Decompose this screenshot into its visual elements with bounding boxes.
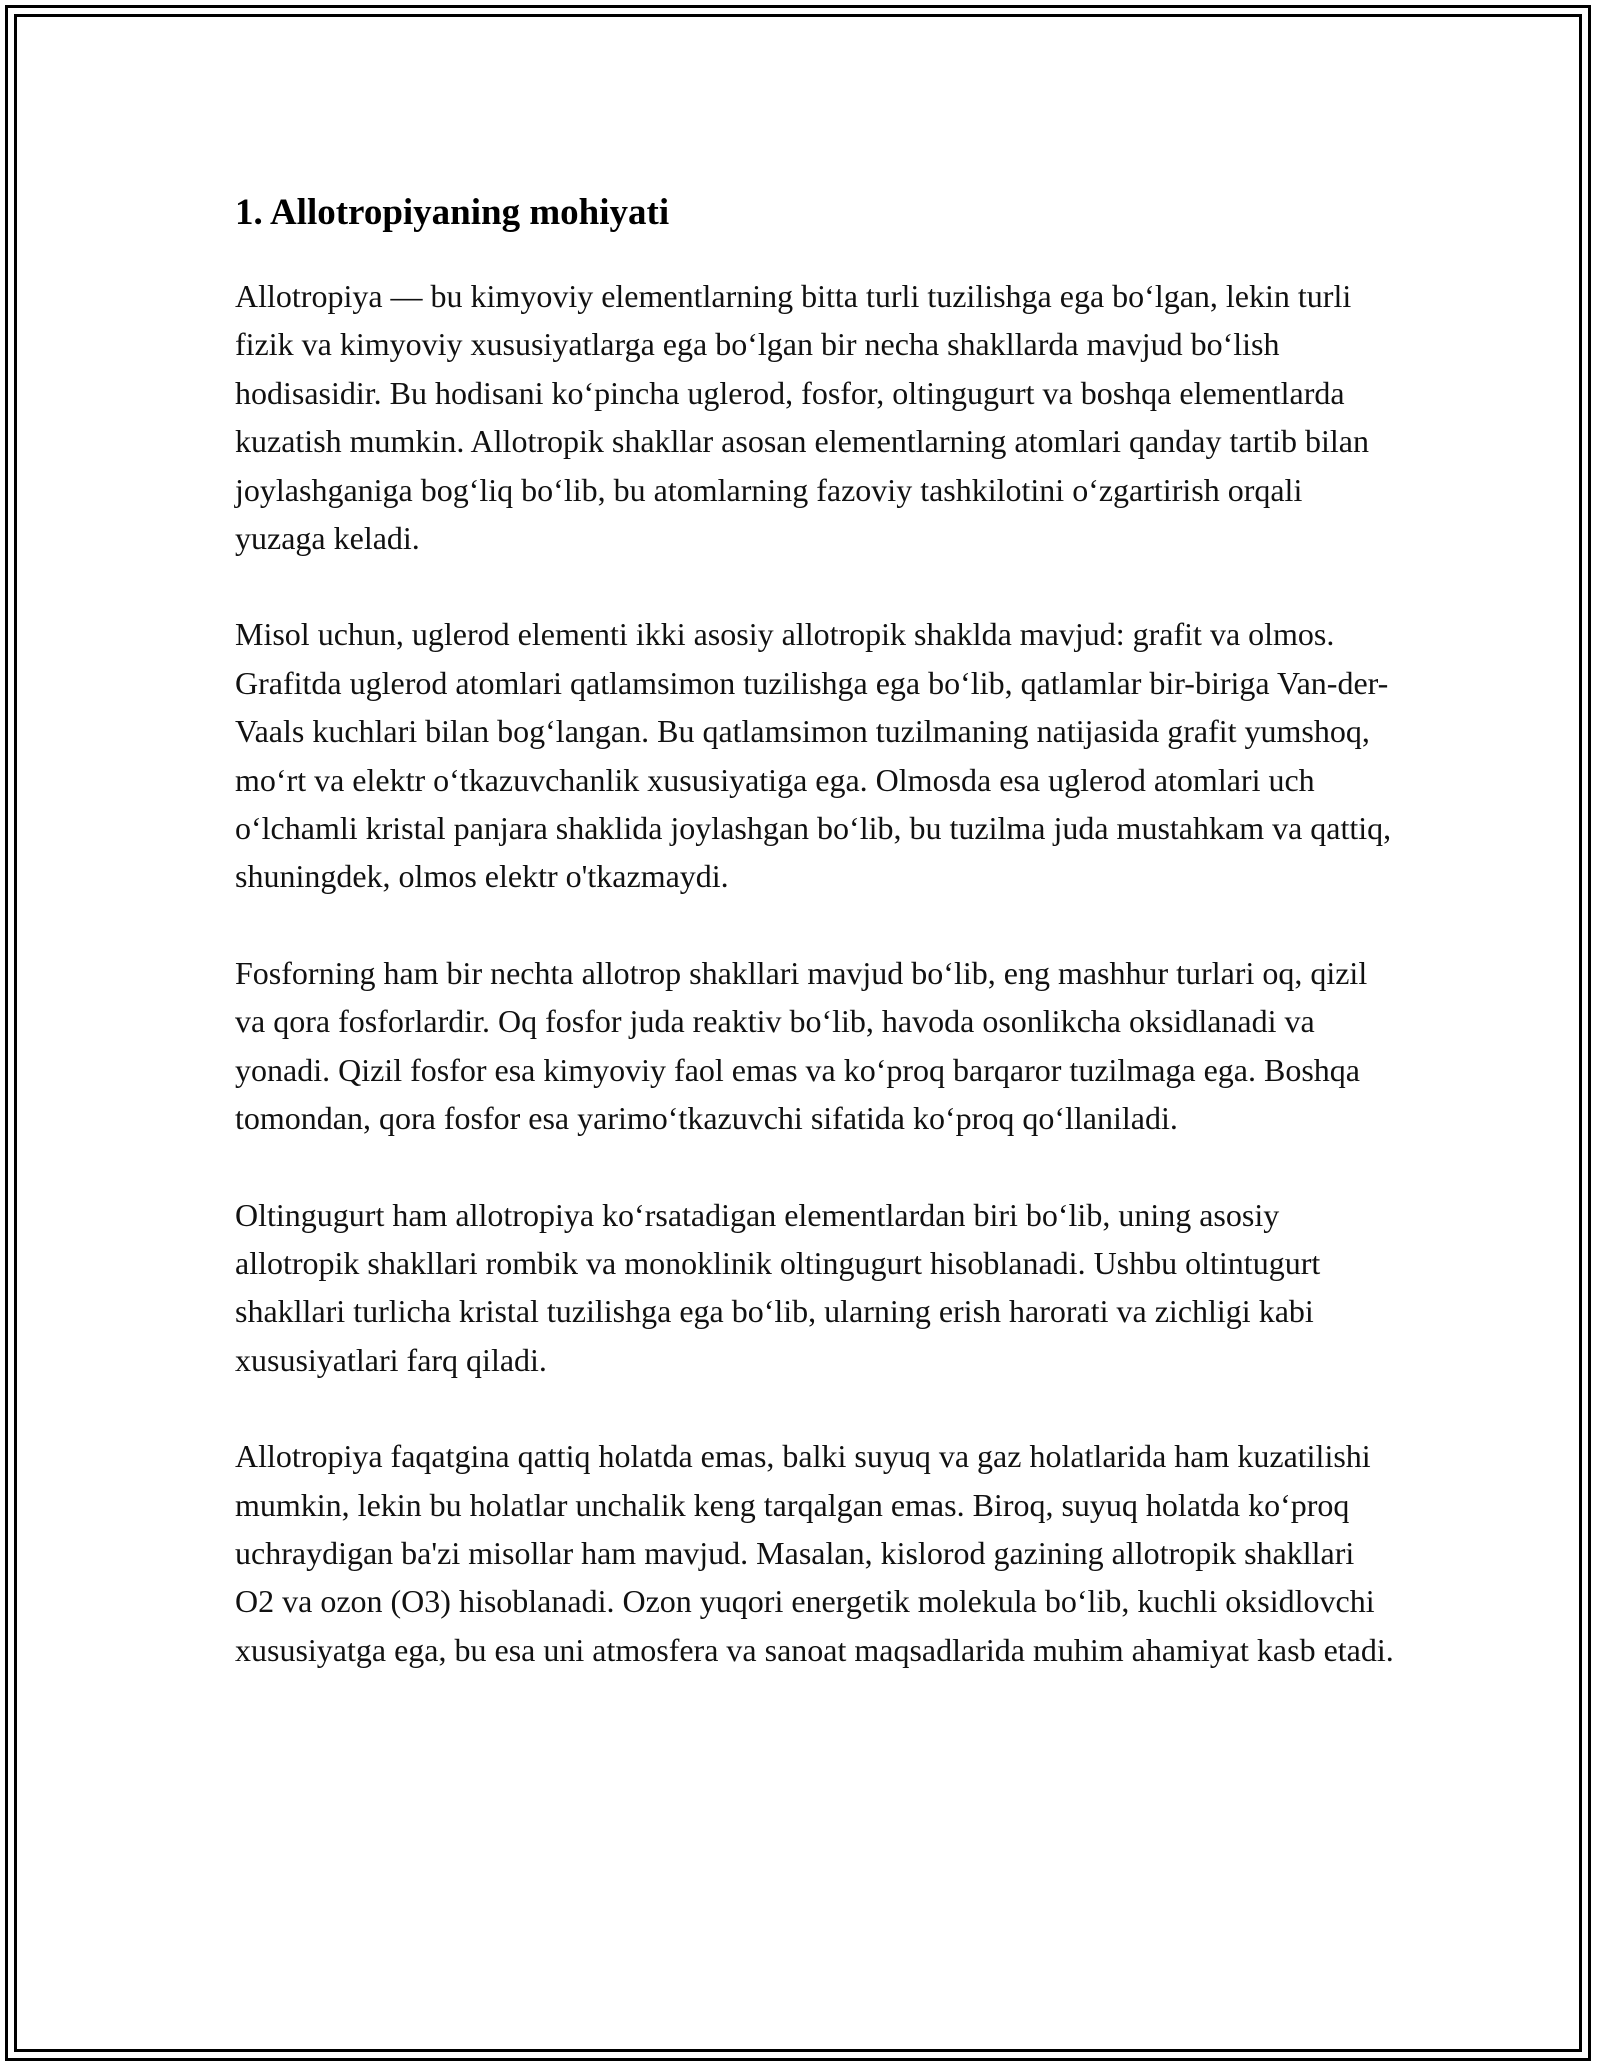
section-heading: 1. Allotropiyaning mohiyati [235,192,670,233]
paragraph-sulfur: Oltingugurt ham allotropiya ko‘rsatadigan elementlardan biri bo‘lib, uning asosiy allotropik shakllari rombik va monoklinik oltingugurt hisoblanadi. Ushbu oltintugurt shakllari turlicha kristal tuzilishga ega bo‘lib, ularning erish harorati va zichligi kabi xususiyatlari farq qiladi. [235,1196,1321,1378]
paragraph-carbon: Misol uchun, uglerod elementi ikki asosiy allotropik shaklda mavjud: grafit va olmos. Grafitda uglerod atomlari qatlamsimon tuzilishga ega bo‘lib, qatlamlar bir-biriga Van-der-Vaals kuchlari bilan bog‘langan. Bu qatlamsimon tuzilmaning natijasida grafit yumshoq, mo‘rt va elektr o‘tkazuvchanlik xususiyatiga ega. Olmosda esa uglerod atomlari uch o‘lchamli kristal panjara shaklida joylashgan bo‘lib, bu tuzilma juda mustahkam va qattiq, shuningdek, olmos elektr o'tkazmaydi. [235,616,1392,895]
paragraph-phosphorus: Fosforning ham bir nechta allotrop shakllari mavjud bo‘lib, eng mashhur turlari oq, qizil va qora fosforlardir. Oq fosfor juda reaktiv bo‘lib, havoda osonlikcha oksidlanadi va yonadi. Qizil fosfor esa kimyoviy faol emas va ko‘proq barqaror tuzilmaga ega. Boshqa tomondan, qora fosfor esa yarimo‘tkazuvchi sifatida ko‘proq qo‘llaniladi. [235,954,1368,1137]
document-body [235,188,1395,1722]
paragraph-states: Allotropiya faqatgina qattiq holatda emas, balki suyuq va gaz holatlarida ham kuzatilishi mumkin, lekin bu holatlar unchalik keng tarqalgan emas. Biroq, suyuq holatda ko‘proq uchraydigan ba'zi misollar ham mavjud. Masalan, kislorod gazining allotropik shakllari O2 va ozon (O3) hisoblanadi. Ozon yuqori energetik molekula bo‘lib, kuchli oksidlovchi xususiyatga ega, bu esa uni atmosfera va sanoat maqsadlarida muhim ahamiyat kasb etadi. [235,1438,1394,1668]
paragraph-definition: Allotropiya — bu kimyoviy elementlarning bitta turli tuzilishga ega bo‘lgan, lekin turli fizik va kimyoviy xususiyatlarga ega bo‘lgan bir necha shakllarda mavjud bo‘lish hodisasidir. Bu hodisani ko‘pincha uglerod, fosfor, oltingugurt va boshqa elementlarda kuzatish mumkin. Allotropik shakllar asosan elementlarning atomlari qanday tartib bilan joylashganiga bog‘liq bo‘lib, bu atomlarning fazoviy tashkilotini o‘zgartirish orqali yuzaga keladi. [235,278,1369,557]
